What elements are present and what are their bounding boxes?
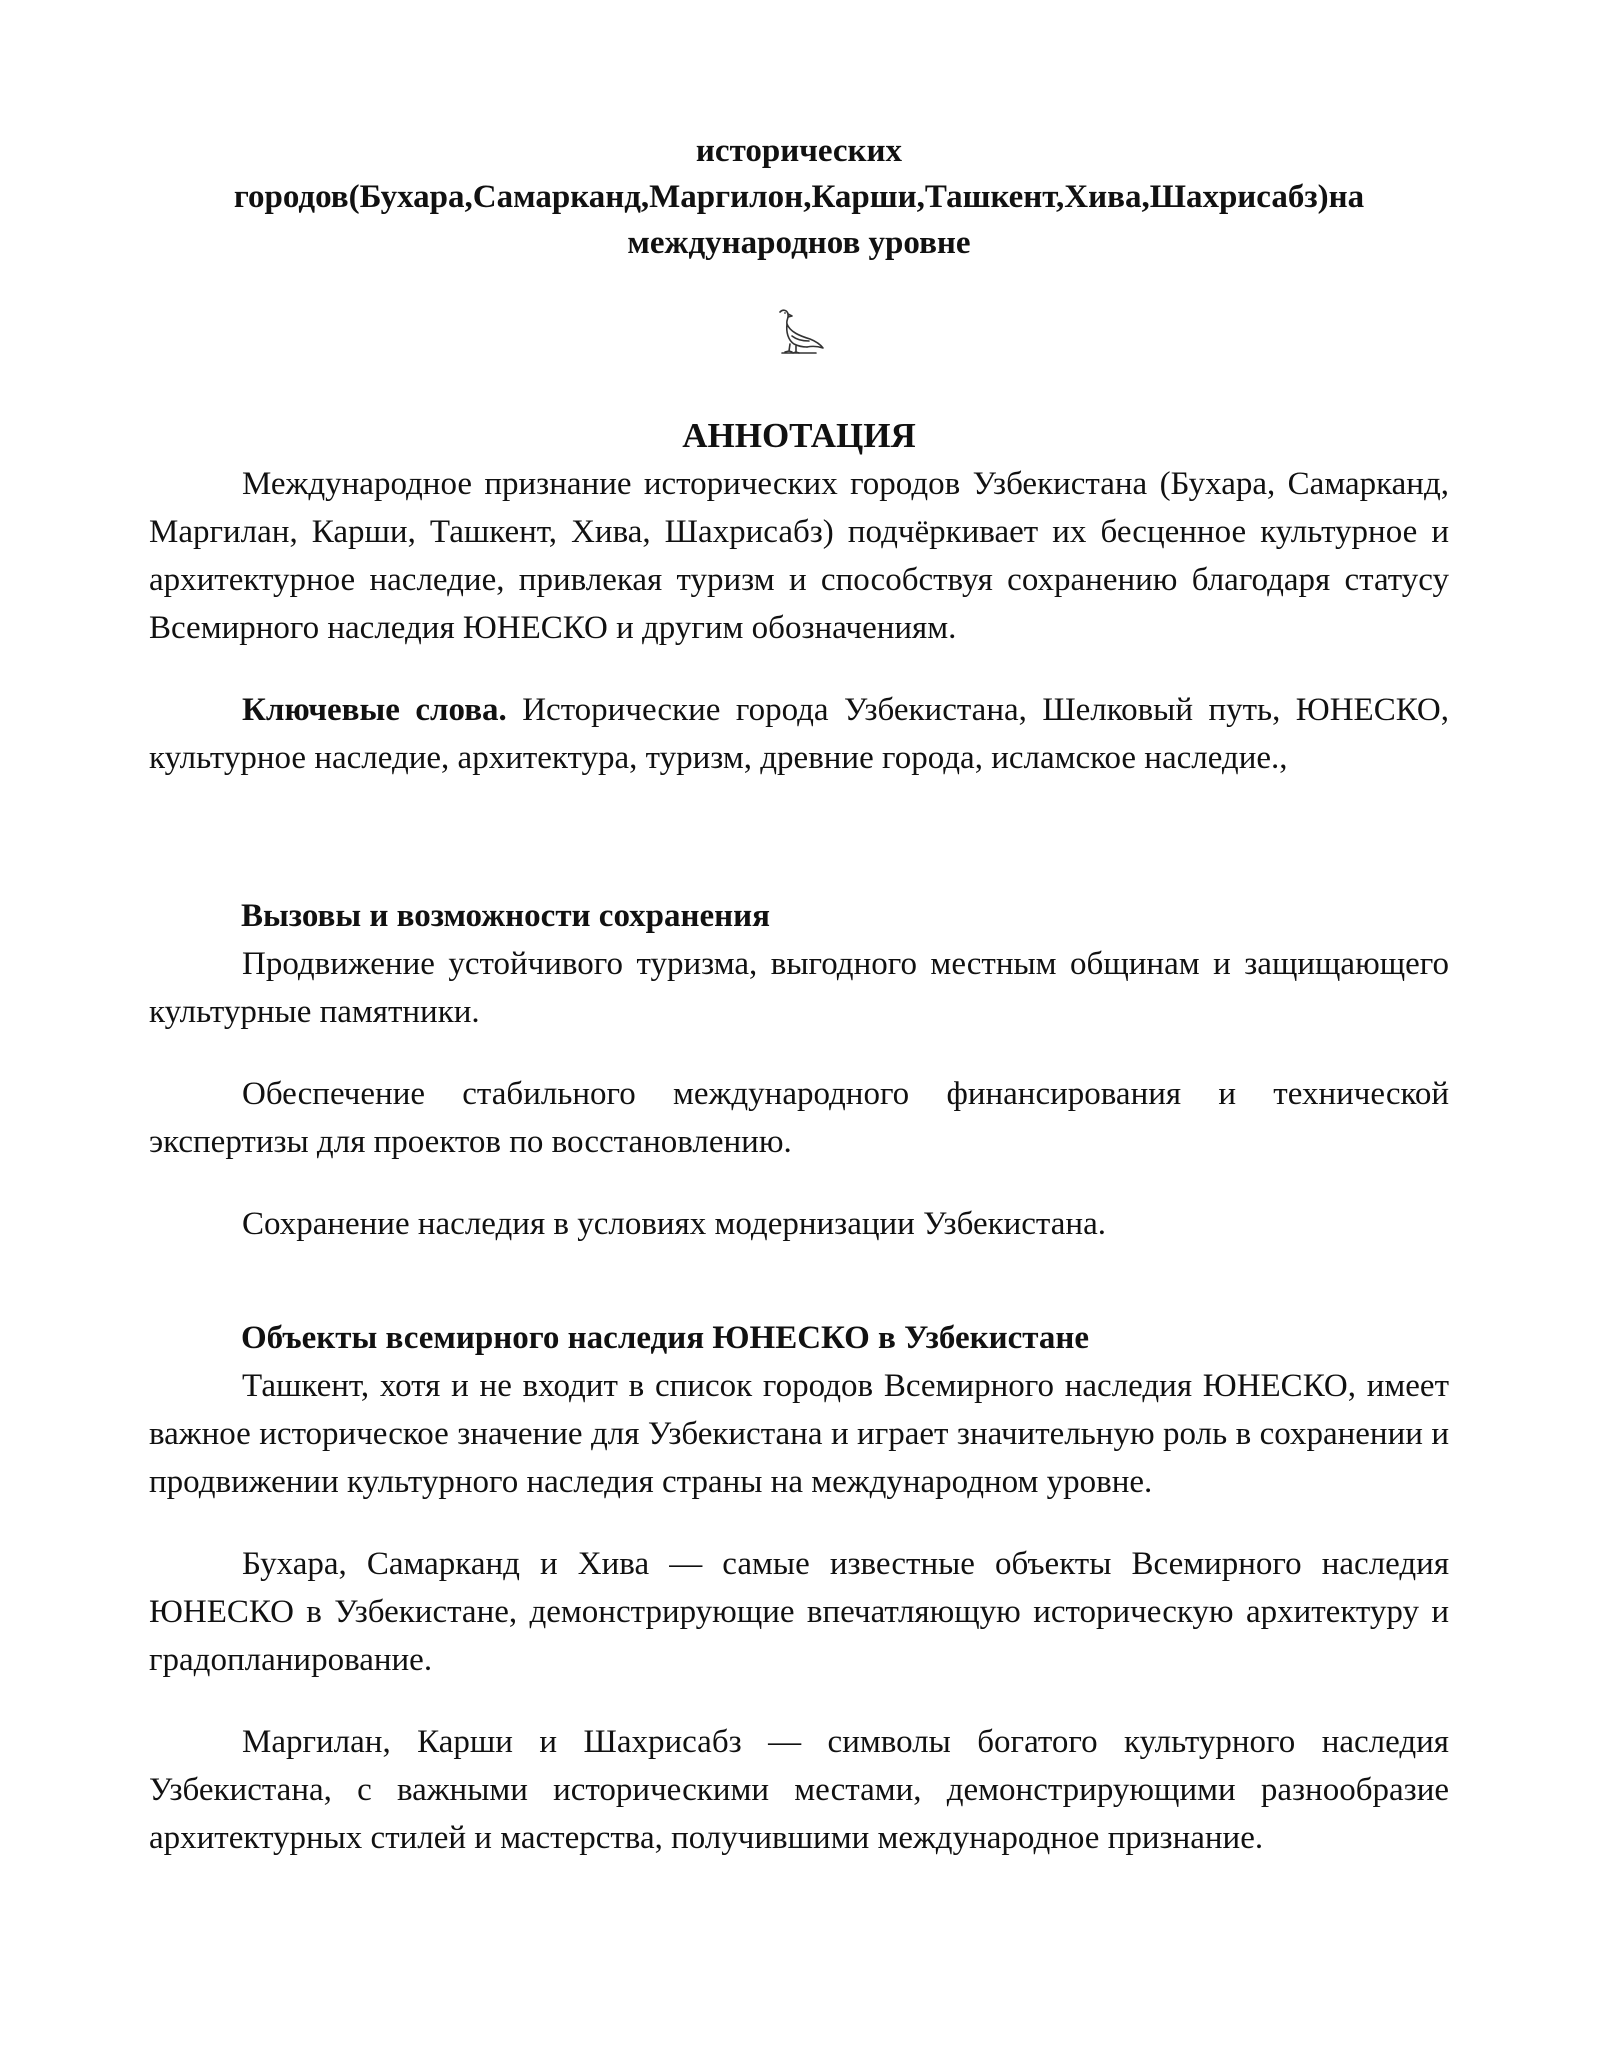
annotation-heading: АННОТАЦИЯ [682, 416, 916, 455]
paragraph: Обеспечение стабильного международного финансирования и технической экспертизы для проектов по восстановлению. [149, 1076, 1449, 1160]
keywords-text: Исторические города Узбекистана, Шелковый путь, ЮНЕСКО, культурное наследие, архитектура, туризм, древние города, исламское наследие., [149, 692, 1449, 776]
paragraph: Бухара, Самарканд и Хива — самые известные объекты Всемирного наследия ЮНЕСКО в Узбекистане, демонстрирующие впечатляющую историческую архитектуру и градопланирование. [149, 1546, 1449, 1678]
section-heading-unesco: Объекты всемирного наследия ЮНЕСКО в Узбекистане [241, 1320, 1090, 1356]
document-title [149, 128, 1449, 266]
title-line-1: исторических [695, 133, 903, 169]
title-line-2: городов(Бухара,Самарканд,Маргилон,Карши,Ташкент,Хива,Шахрисабз)на [233, 179, 1365, 215]
emblem [149, 306, 1449, 356]
keywords-paragraph [149, 686, 1449, 782]
paragraph: Маргилан, Карши и Шахрисабз — символы богатого культурного наследия Узбекистана, с важными историческими местами, демонстрирующими разнообразие архитектурных стилей и мастерства, получившими международное признание. [149, 1724, 1449, 1856]
document-page [149, 128, 1449, 1862]
keywords-label: Ключевые слова. [242, 692, 507, 728]
paragraph: Ташкент, хотя и не входит в список городов Всемирного наследия ЮНЕСКО, имеет важное историческое значение для Узбекистана и играет значительную роль в сохранении и продвижении культурного наследия страны на международном уровне. [149, 1368, 1449, 1500]
annotation-text: Международное признание исторических городов Узбекистана (Бухара, Самарканд, Маргилан, Карши, Ташкент, Хива, Шахрисабз) подчёркивает их бесценное культурное и архитектурное наследие, привлекая туризм и способствуя сохранению благодаря статусу Всемирного наследия ЮНЕСКО и другим обозначениям. [149, 466, 1449, 646]
title-line-3: международнов уровне [627, 225, 971, 261]
paragraph: Сохранение наследия в условиях модернизации Узбекистана. [242, 1206, 1106, 1242]
section-heading-preservation: Вызовы и возможности сохранения [241, 898, 771, 934]
paragraph: Продвижение устойчивого туризма, выгодного местным общинам и защищающего культурные памятники. [149, 946, 1449, 1030]
bird-icon [772, 306, 826, 356]
